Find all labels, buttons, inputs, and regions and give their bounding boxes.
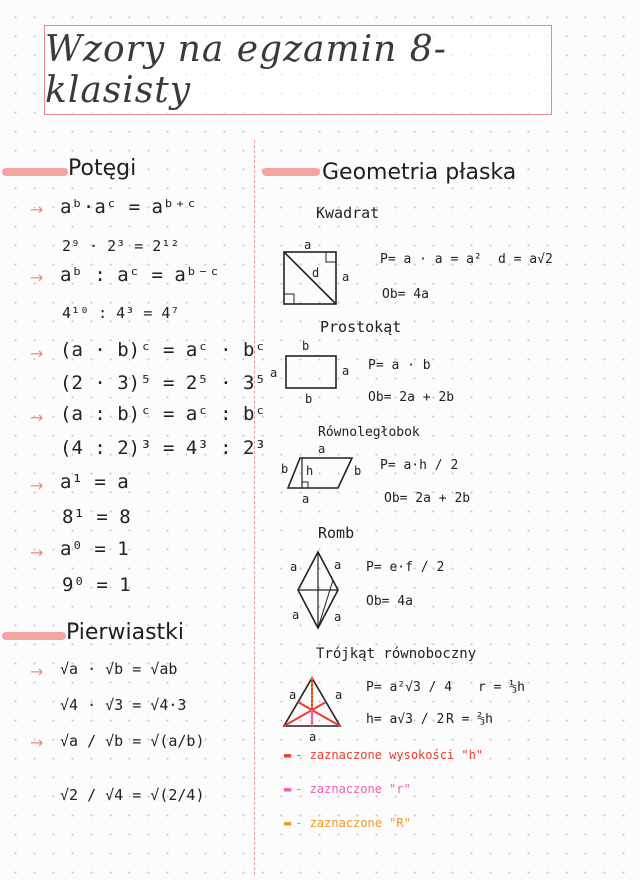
formula-line: (a : b)ᶜ = aᶜ : bᶜ [60, 403, 266, 425]
parallelogram-label-h: h [306, 464, 314, 478]
rectangle-perimeter: Ob= 2a + 2b [368, 390, 455, 405]
pink-marker-icon: ▬ [284, 782, 292, 796]
square-label-a-top: a [304, 238, 312, 252]
rhombus-area: P= e·f / 2 [366, 560, 445, 575]
square-perimeter: Ob= 4a [382, 287, 429, 302]
rhombus-label-a: a [292, 608, 300, 622]
rhombus-perimeter: Ob= 4a [366, 594, 413, 609]
formula-line: 9⁰ = 1 [62, 574, 131, 596]
rhombus-label-a: a [290, 560, 298, 574]
square-area: P= a · a = a² [380, 252, 482, 267]
heading-highlight [2, 632, 66, 640]
formula-line: aᵇ·aᶜ = aᵇ⁺ᶜ [60, 196, 198, 218]
square-diagonal: d = a√2 [498, 252, 553, 267]
formula-line: a¹ = a [60, 471, 129, 493]
triangle-circumradius: R = ⅔h [446, 712, 493, 727]
geometry-heading: Geometria płaska [322, 160, 517, 185]
rectangle-label-a-left: a [270, 366, 278, 380]
legend-height [284, 748, 483, 762]
rhombus-title: Romb [318, 524, 355, 542]
formula-line: 4¹⁰ : 4³ = 4⁷ [62, 304, 180, 322]
arrow-icon: → [30, 268, 44, 287]
arrow-icon: → [30, 543, 44, 562]
parallelogram-label-b-right: b [354, 464, 362, 478]
legend-R [284, 816, 411, 830]
rectangle-label-a-right: a [342, 364, 350, 378]
formula-line: √a · √b = √ab [60, 660, 178, 678]
title-box [44, 25, 552, 115]
square-label-d: d [312, 266, 320, 280]
formula-line: (4 : 2)³ = 4³ : 2³ [60, 437, 266, 459]
triangle-inradius: r = ⅓h [478, 680, 525, 695]
rectangle-area: P= a · b [368, 358, 431, 373]
rectangle-label-b-bottom: b [305, 392, 313, 406]
formula-line: 2⁹ · 2³ = 2¹² [62, 237, 180, 255]
formula-line: a⁰ = 1 [60, 538, 129, 560]
heading-highlight [262, 168, 320, 176]
triangle-label-a-bottom: a [309, 730, 317, 744]
formula-line: (2 · 3)⁵ = 2⁵ · 3⁵ [60, 372, 266, 394]
orange-marker-icon: ▬ [284, 816, 292, 830]
parallelogram-figure [286, 456, 356, 492]
red-marker-icon: ▬ [284, 748, 292, 762]
parallelogram-label-a-bottom: a [302, 492, 310, 506]
arrow-icon: → [30, 733, 44, 752]
rhombus-label-a: a [334, 610, 342, 624]
rectangle-label-b-top: b [302, 339, 310, 353]
formula-line: √4 · √3 = √4·3 [60, 696, 187, 714]
square-title: Kwadrat [316, 204, 380, 222]
arrow-icon: → [30, 408, 44, 427]
parallelogram-label-a-top: a [318, 442, 326, 456]
formula-line: √2 / √4 = √(2/4) [60, 786, 205, 804]
legend-r [284, 782, 411, 796]
rectangle-figure [284, 354, 340, 390]
triangle-label-a-left: a [289, 688, 297, 702]
parallelogram-label-b-left: b [281, 462, 289, 476]
rhombus-label-a: a [334, 558, 342, 572]
heading-highlight [2, 168, 68, 176]
roots-heading: Pierwiastki [66, 620, 185, 645]
parallelogram-perimeter: Ob= 2a + 2b [384, 491, 471, 506]
powers-heading: Potęgi [68, 156, 137, 181]
formula-line: √a / √b = √(a/b) [60, 732, 205, 750]
triangle-height: h= a√3 / 2 [366, 712, 445, 727]
formula-line: aᵇ : aᶜ = aᵇ⁻ᶜ [60, 264, 221, 286]
triangle-title: Trójkąt równoboczny [316, 646, 477, 662]
column-divider [254, 140, 255, 875]
arrow-icon: → [30, 476, 44, 495]
arrow-icon: → [30, 200, 44, 219]
triangle-area: P= a²√3 / 4 [366, 680, 453, 695]
square-label-a-side: a [342, 270, 350, 284]
page-title: Wzory na egzamin 8- klasisty [45, 29, 447, 111]
formula-line: 8¹ = 8 [62, 506, 131, 528]
legend-height-text: - zaznaczone wysokości "h" [295, 748, 484, 762]
parallelogram-title: Równoległobok [318, 425, 420, 440]
formula-line: (a · b)ᶜ = aᶜ · bᶜ [60, 339, 266, 361]
triangle-figure [282, 676, 342, 730]
triangle-label-a-right: a [335, 688, 343, 702]
legend-R-text: - zaznaczone "R" [295, 816, 411, 830]
legend-r-text: - zaznaczone "r" [295, 782, 411, 796]
arrow-icon: → [30, 344, 44, 363]
parallelogram-area: P= a·h / 2 [380, 458, 459, 473]
rectangle-title: Prostokąt [320, 318, 402, 336]
arrow-icon: → [30, 662, 44, 681]
